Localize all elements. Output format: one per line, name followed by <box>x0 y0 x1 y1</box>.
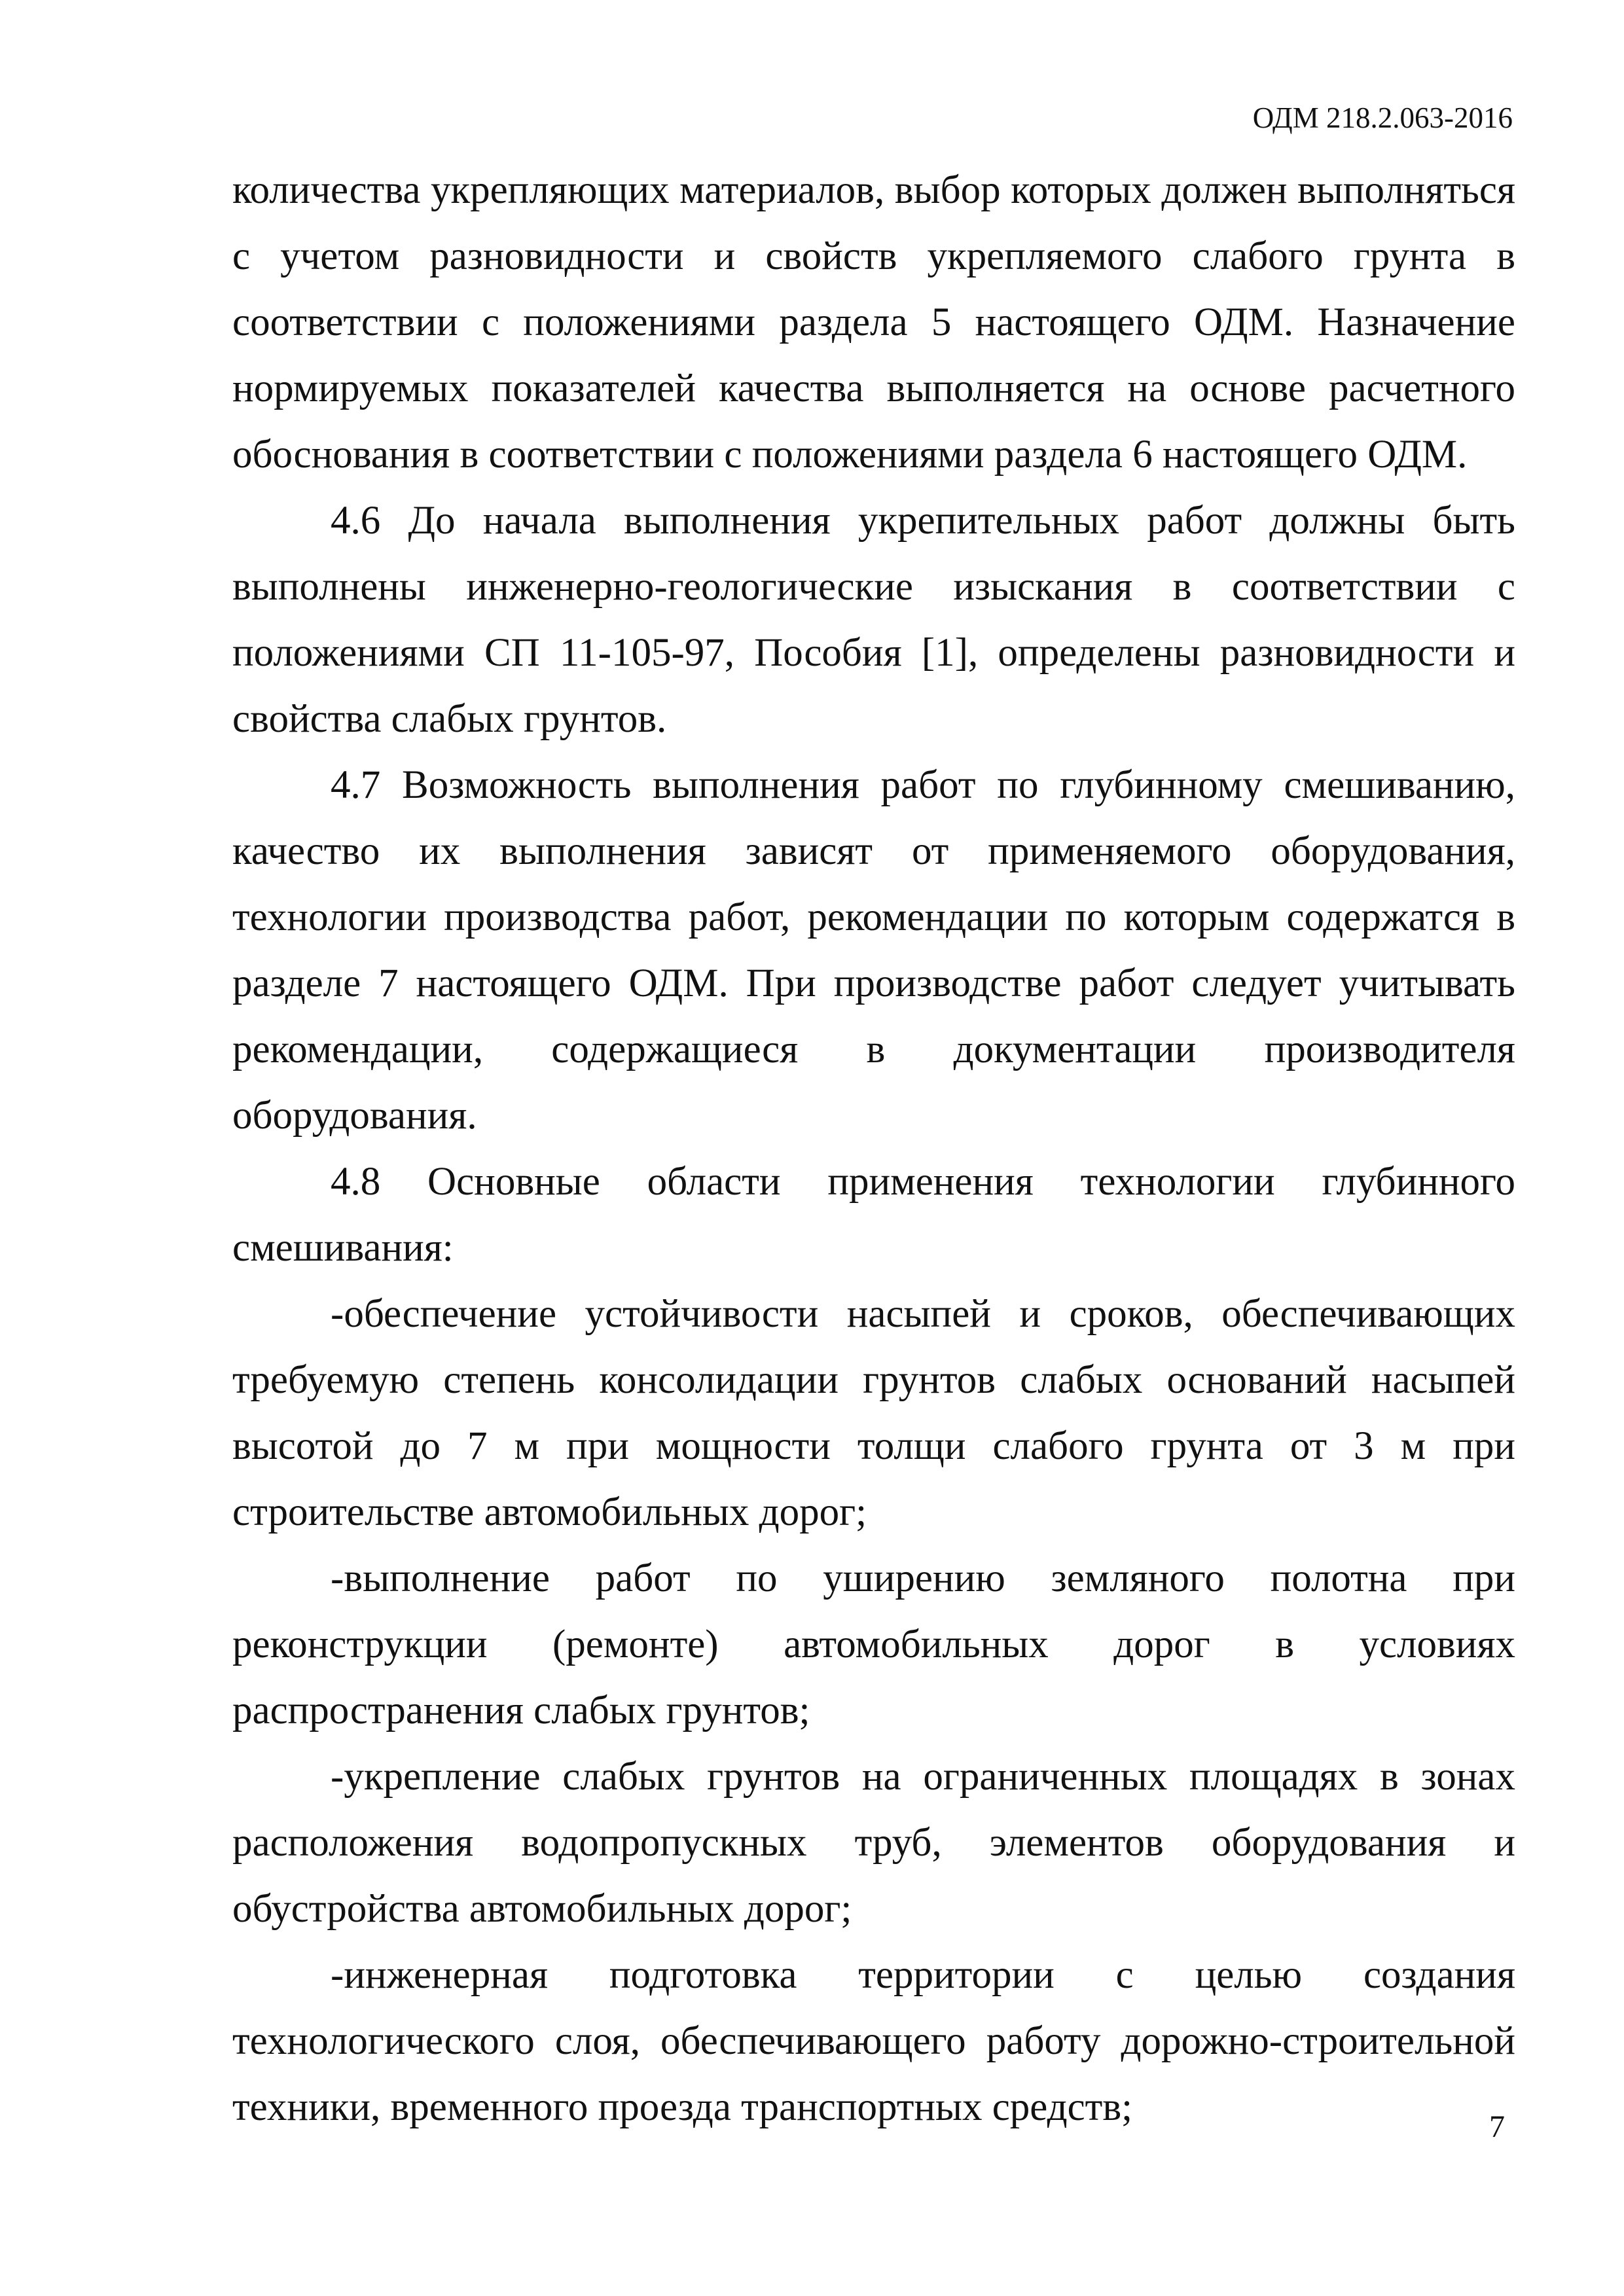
document-code-header: ОДМ 218.2.063-2016 <box>1252 101 1513 134</box>
list-item: -укрепление слабых грунтов на ограниченных площадях в зонах расположения водопропускных труб, элементов оборудования и обустройства автомобильных дорог; <box>232 1755 1515 1931</box>
page-number: 7 <box>1489 2109 1505 2144</box>
paragraph-4-6: 4.6 До начала выполнения укрепительных работ должны быть выполнены инженерно-геологические изыскания в соответствии с положениями СП 11-105-97, Пособия [1], определены разновидности и свойства слабых грунтов. <box>232 499 1515 741</box>
paragraph-continuation: количества укрепляющих материалов, выбор которых должен выполняться с учетом разновидности и свойств укрепляемого слабого грунта в соответствии с положениями раздела 5 настоящего ОДМ. Назначение нормируемых показателей качества выполняется на основе расчетного обоснования в соответствии с положениями раздела 6 настоящего ОДМ. <box>232 168 1515 476</box>
paragraph-4-7: 4.7 Возможность выполнения работ по глубинному смешиванию, качество их выполнения зависят от применяемого оборудования, технологии производства работ, рекомендации по которым содержатся в разделе 7 настоящего ОДМ. При производстве работ следует учитывать рекомендации, содержащиеся в документации производителя оборудования. <box>232 763 1515 1138</box>
paragraph-4-8: 4.8 Основные области применения технологии глубинного смешивания: <box>232 1160 1515 1270</box>
list-item: -инженерная подготовка территории с целью создания технологического слоя, обеспечивающего работу дорожно-строительной техники, временного проезда транспортных средств; <box>232 1953 1515 2129</box>
list-item: -выполнение работ по уширению земляного полотна при реконструкции (ремонте) автомобильных дорог в условиях распространения слабых грунтов; <box>232 1556 1515 1732</box>
list-item: -обеспечение устойчивости насыпей и сроков, обеспечивающих требуемую степень консолидации грунтов слабых оснований насыпей высотой до 7 м при мощности толщи слабого грунта от 3 м при строительстве автомобильных дорог; <box>232 1292 1515 1534</box>
document-body <box>232 157 1515 2140</box>
